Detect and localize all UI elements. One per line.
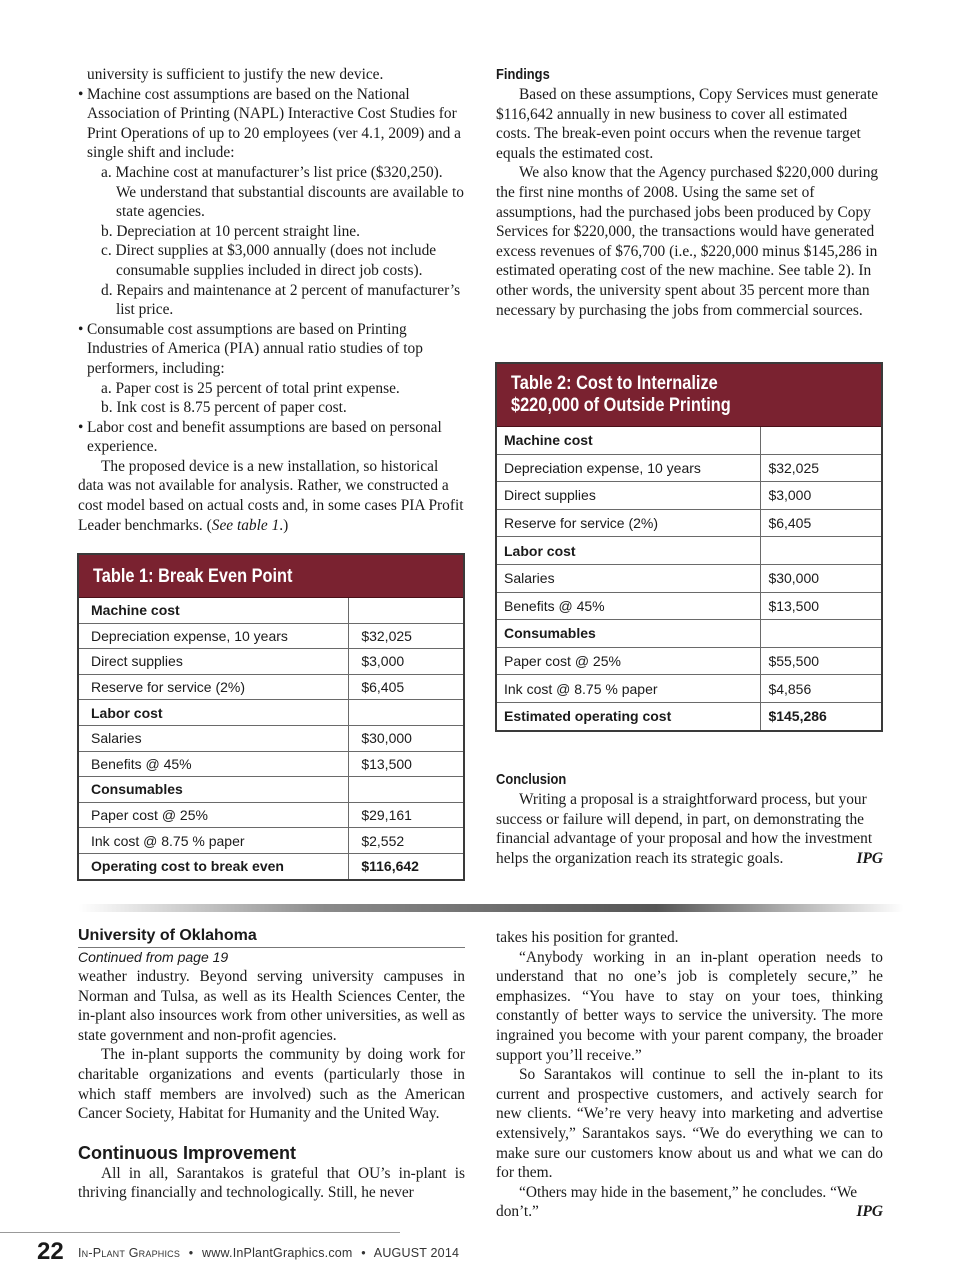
table-title-line2: $220,000 of Outside Printing [511,395,731,416]
row-value: $116,642 [349,853,464,879]
row-label: Salaries [496,564,761,592]
footer-separator: • [188,1246,194,1260]
row-value: $13,500 [349,751,464,777]
row-value: $145,286 [761,702,882,730]
row-value: $32,025 [761,454,882,482]
sub-item: b. Depreciation at 10 percent straight line. [101,222,360,240]
continued-note: Continued from page 19 [78,949,229,965]
sub-item: c. Direct supplies at $3,000 annually (does not include consumable supplies included in direct job costs). [101,242,437,279]
row-label: Consumables [78,777,349,803]
row-value [349,777,464,803]
footer-separator: • [361,1246,366,1260]
row-value [761,620,882,648]
paragraph: takes his position for granted. [496,929,679,946]
row-label: Depreciation expense, 10 years [78,623,349,649]
subheading: Continuous Improvement [78,1142,297,1163]
row-value: $3,000 [349,649,464,675]
table-row [78,828,464,854]
footer-url[interactable]: www.InPlantGraphics.com [202,1246,353,1260]
page-number: 22 [37,1238,64,1265]
table-row [78,777,464,803]
table-row [78,725,464,751]
row-label: Ink cost @ 8.75 % paper [78,828,349,854]
table-row [78,802,464,828]
row-label: Direct supplies [496,482,761,510]
row-label: Machine cost [78,598,349,624]
row-value: $32,025 [349,623,464,649]
table-row [496,647,882,675]
paragraph [496,790,883,868]
bullet-consumable-cost: • Consumable cost assumptions are based on Printing Industries of America (PIA) annual ratio studies of top performers, including: [78,320,465,379]
table-break-even [77,553,465,881]
paragraph: Based on these assumptions, Copy Services must generate $116,642 annually in new business to cover all estimated costs. The break-even point occurs when the revenue target equals the estimated cost. [496,86,879,162]
row-value [349,598,464,624]
row-label: Direct supplies [78,649,349,675]
paragraph: All in all, Sarantakos is grateful that OU’s in-plant is thriving financially and technologically. Still, he never [78,1164,465,1202]
row-label: Paper cost @ 25% [78,802,349,828]
table-row [496,427,882,455]
row-label: Estimated operating cost [496,702,761,730]
sub-item: b. Ink cost is 8.75 percent of paper cost. [101,399,347,417]
table-row [78,700,464,726]
table-cost-to-internalize [495,362,883,732]
table-row [78,598,464,624]
row-label: Operating cost to break even [78,853,349,879]
row-value: $4,856 [761,675,882,703]
row-value [761,537,882,565]
table-row [496,592,882,620]
row-value: $30,000 [349,725,464,751]
row-value: $2,552 [349,828,464,854]
bullet-labor-cost: • Labor cost and benefit assumptions are based on personal experience. [78,418,465,457]
conclusion-section [496,770,883,868]
row-label: Benefits @ 45% [78,751,349,777]
paragraph [78,457,465,535]
sub-item: d. Repairs and maintenance at 2 percent of manufacturer’s list price. [101,281,461,319]
table-row [78,674,464,700]
row-label: Ink cost @ 8.75 % paper [496,675,761,703]
table-title-line1: Table 2: Cost to Internalize [511,373,718,394]
conclusion-heading: Conclusion [496,771,567,788]
sub-item: a. Paper cost is 25 percent of total print expense. [101,379,400,397]
issue-date: AUGUST 2014 [373,1246,460,1260]
footer-text [78,1246,459,1260]
sub-item: a. Machine cost at manufacturer’s list price ($320,250). We understand that substantial discounts are available to state agencies. [101,163,464,221]
table-row [496,482,882,510]
row-label: Machine cost [496,427,761,455]
row-label: Salaries [78,725,349,751]
row-value: $29,161 [349,802,464,828]
table-total-row [78,853,464,879]
right-top-column [496,65,883,320]
row-label: Reserve for service (2%) [78,674,349,700]
row-value: $6,405 [349,674,464,700]
signature-mark: IPG [856,849,883,867]
table-row [496,537,882,565]
paragraph-text: The proposed device is a new installation, so historical data was not available for analysis. Rather, we constructed a cost model based on actual costs and, in some cases PIA Profit Leader benchmarks. ( [78,457,464,534]
table-row [78,649,464,675]
table-row [496,564,882,592]
conclusion-text: Writing a proposal is a straightforward process, but your success or failure will depend, in part, on demonstrating the financial advantage of your proposal and how the investment helps the organization reach its strategic goals. [496,791,873,867]
bottom-left-column [78,926,465,1203]
paragraph [496,1183,883,1222]
row-value: $6,405 [761,509,882,537]
table-title-text: Table 1: Break Even Point [93,566,293,587]
table-row [78,623,464,649]
row-value [349,700,464,726]
table-title [78,554,464,598]
table-row [496,509,882,537]
table-row [496,620,882,648]
row-value: $55,500 [761,647,882,675]
paragraph: The in-plant supports the community by doing work for charitable organizations and events (particularly those in which staff members are involved) such as the American Cancer Society, Habitat for Humanity and the United Way. [78,1046,465,1123]
row-label: Labor cost [78,700,349,726]
table-title [496,363,882,427]
row-value: $30,000 [761,564,882,592]
row-value [761,427,882,455]
paragraph-end: .) [279,516,289,534]
table-total-row [496,702,882,730]
paragraph-text: “Others may hide in the basement,” he concludes. “We don’t.” [496,1183,858,1221]
footer-rule [0,1232,400,1233]
row-label: Benefits @ 45% [496,592,761,620]
bullet-machine-cost: • Machine cost assumptions are based on the National Association of Printing (NAPL) Interactive Cost Studies for Print Operations of up to 20 employees (ver 4.1, 2009) and a single shift and include: [78,85,465,163]
table-row [496,675,882,703]
table-row [78,751,464,777]
row-label: Paper cost @ 25% [496,647,761,675]
signature-mark: IPG [856,1203,883,1221]
row-value: $3,000 [761,482,882,510]
row-value: $13,500 [761,592,882,620]
row-label: Depreciation expense, 10 years [496,454,761,482]
row-label: Labor cost [496,537,761,565]
bottom-right-column [496,928,883,1222]
page-footer [0,1232,960,1272]
paragraph: We also know that the Agency purchased $220,000 during the first nine months of 2008. Using the same set of assumptions, had the purchased jobs been produced by Copy Services for $220,000, the transactions would have generated excess revenues of $76,700 (i.e., $220,000 minus $145,286 in estimated operating cost of the new machine. See table 2). In other words, the university spent about 35 percent more than necessary by purchasing the jobs from commercial sources. [496,164,879,319]
table-reference: See table 1 [211,516,280,534]
text-line: university is sufficient to justify the new device. [87,66,384,83]
table-row [496,454,882,482]
row-label: Consumables [496,620,761,648]
left-top-column [78,65,465,535]
magazine-name: In-Plant Graphics [78,1246,181,1260]
section-divider [78,904,904,912]
findings-heading: Findings [496,66,550,83]
paragraph: “Anybody working in an in-plant operation needs to understand that no one’s job is completely secure,” he emphasizes. “You have to stay on your toes, thinking constantly of better ways to service the university. The more ingrained you become with your parent company, the broader support you’ll receive.” [496,948,883,1064]
paragraph: weather industry. Beyond serving university campuses in Norman and Tulsa, as well as its Health Sciences Center, the in-plant also insources work from other universities, as well as state government and non-profit agencies. [78,968,465,1044]
paragraph: So Sarantakos will continue to sell the in-plant to its current and prospective customers, and actively search for new clients. “We’re very heavy into marketing and advertise extensively,” Sarantakos says. “We do everything we can to make sure our customers know about us and what we can do for them. [496,1066,883,1182]
section-title: University of Oklahoma [78,926,465,948]
row-label: Reserve for service (2%) [496,509,761,537]
